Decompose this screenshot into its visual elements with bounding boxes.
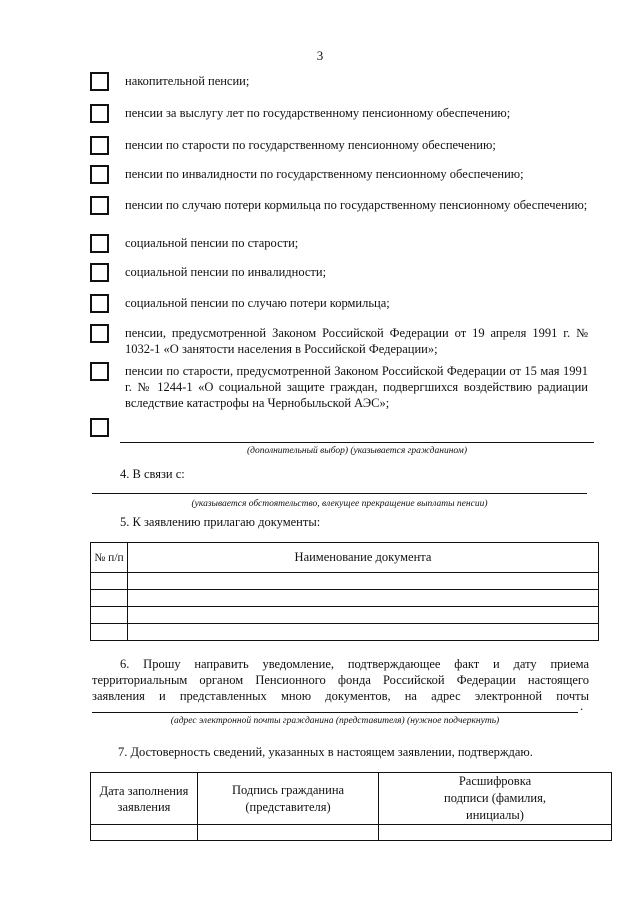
option-label: пенсии за выслугу лет по государственному пенсионному обеспечению; xyxy=(125,106,511,120)
table-row[interactable] xyxy=(91,607,599,624)
table-row[interactable] xyxy=(91,590,599,607)
document-name-cell[interactable] xyxy=(128,590,599,607)
option-label: социальной пенсии по старости; xyxy=(125,236,299,250)
documents-table xyxy=(90,542,599,641)
signature-header: Подпись гражданина (представителя) xyxy=(198,773,379,825)
col-document-name-header: Наименование документа xyxy=(128,543,599,573)
option-label: социальной пенсии по инвалидности; xyxy=(125,265,327,279)
option-old-age-state-pension[interactable] xyxy=(90,136,590,158)
row-number-cell[interactable] xyxy=(91,573,128,590)
section6-hint: (адрес электронной почты гражданина (представителя) (нужное подчеркнуть) xyxy=(170,716,500,726)
checkbox[interactable] xyxy=(90,418,109,437)
option-social-old-age-pension[interactable] xyxy=(90,234,590,256)
section6-end-mark: . xyxy=(580,699,584,713)
section6-email-line[interactable] xyxy=(92,712,578,713)
option-label: пенсии по старости, предусмотренной Законом Российской Федерации от 15 мая 1991 г. № 1244-1 «О социальной защите граждан, подвергшихся воздействию радиации вследствие катастрофы на Чернобыльской АЭС»; xyxy=(125,364,588,410)
checkbox[interactable] xyxy=(90,72,109,91)
checkbox[interactable] xyxy=(90,362,109,381)
option-survivor-state-pension[interactable] xyxy=(90,196,590,230)
option-label: пенсии, предусмотренной Законом Российской Федерации от 19 апреля 1991 г. № 1032-1 «О занятости населения в Российской Федерации»; xyxy=(125,326,588,356)
option-label: пенсии по старости по государственному пенсионному обеспечению; xyxy=(125,138,496,152)
option-label: социальной пенсии по случаю потери кормильца; xyxy=(125,296,390,310)
option-additional-choice[interactable] xyxy=(90,418,590,440)
signature-decoding-cell[interactable] xyxy=(379,825,612,841)
table-row[interactable] xyxy=(91,825,612,841)
signature-table xyxy=(90,772,612,841)
table-row[interactable] xyxy=(91,624,599,641)
section7-text: 7. Достоверность сведений, указанных в настоящем заявлении, подтверждаю. xyxy=(118,745,533,759)
additional-choice-hint: (дополнительный выбор) (указывается гражданином) xyxy=(246,446,468,456)
option-long-service-pension[interactable] xyxy=(90,104,590,126)
section4-line[interactable] xyxy=(92,493,587,494)
document-name-cell[interactable] xyxy=(128,573,599,590)
section4-label: 4. В связи с: xyxy=(120,467,185,481)
option-label: накопительной пенсии; xyxy=(125,74,250,88)
signature-decoding-header: Расшифровка подписи (фамилия, инициалы) xyxy=(379,773,612,825)
date-header: Дата заполнения заявления xyxy=(91,773,198,825)
checkbox[interactable] xyxy=(90,136,109,155)
section4-hint: (указывается обстоятельство, влекущее прекращение выплаты пенсии) xyxy=(191,499,488,509)
option-social-disability-pension[interactable] xyxy=(90,263,590,285)
signature-cell[interactable] xyxy=(198,825,379,841)
row-number-cell[interactable] xyxy=(91,624,128,641)
option-label: пенсии по инвалидности по государственному пенсионному обеспечению; xyxy=(125,167,524,181)
option-employment-law-pension[interactable] xyxy=(90,324,590,358)
option-chernobyl-pension[interactable] xyxy=(90,362,590,412)
checkbox[interactable] xyxy=(90,234,109,253)
checkbox[interactable] xyxy=(90,263,109,282)
row-number-cell[interactable] xyxy=(91,607,128,624)
option-disability-state-pension[interactable] xyxy=(90,165,590,187)
checkbox[interactable] xyxy=(90,324,109,343)
section6-text: 6. Прошу направить уведомление, подтверждающее факт и дату приема территориальным органом Пенсионного фонда Российской Федерации настоящего заявления и представленных мною документов, на адрес электронной почты xyxy=(92,657,589,703)
option-social-survivor-pension[interactable] xyxy=(90,294,590,316)
additional-choice-line[interactable] xyxy=(120,442,594,443)
page-number: 3 xyxy=(316,48,324,63)
option-accumulative-pension[interactable] xyxy=(90,72,590,94)
table-row[interactable] xyxy=(91,573,599,590)
date-cell[interactable] xyxy=(91,825,198,841)
checkbox[interactable] xyxy=(90,104,109,123)
document-name-cell[interactable] xyxy=(128,607,599,624)
document-name-cell[interactable] xyxy=(128,624,599,641)
checkbox[interactable] xyxy=(90,196,109,215)
checkbox[interactable] xyxy=(90,294,109,313)
row-number-cell[interactable] xyxy=(91,590,128,607)
section5-label: 5. К заявлению прилагаю документы: xyxy=(120,515,321,529)
checkbox[interactable] xyxy=(90,165,109,184)
option-label: пенсии по случаю потери кормильца по государственному пенсионному обеспечению; xyxy=(125,198,588,212)
col-number-header: № п/п xyxy=(91,543,128,573)
